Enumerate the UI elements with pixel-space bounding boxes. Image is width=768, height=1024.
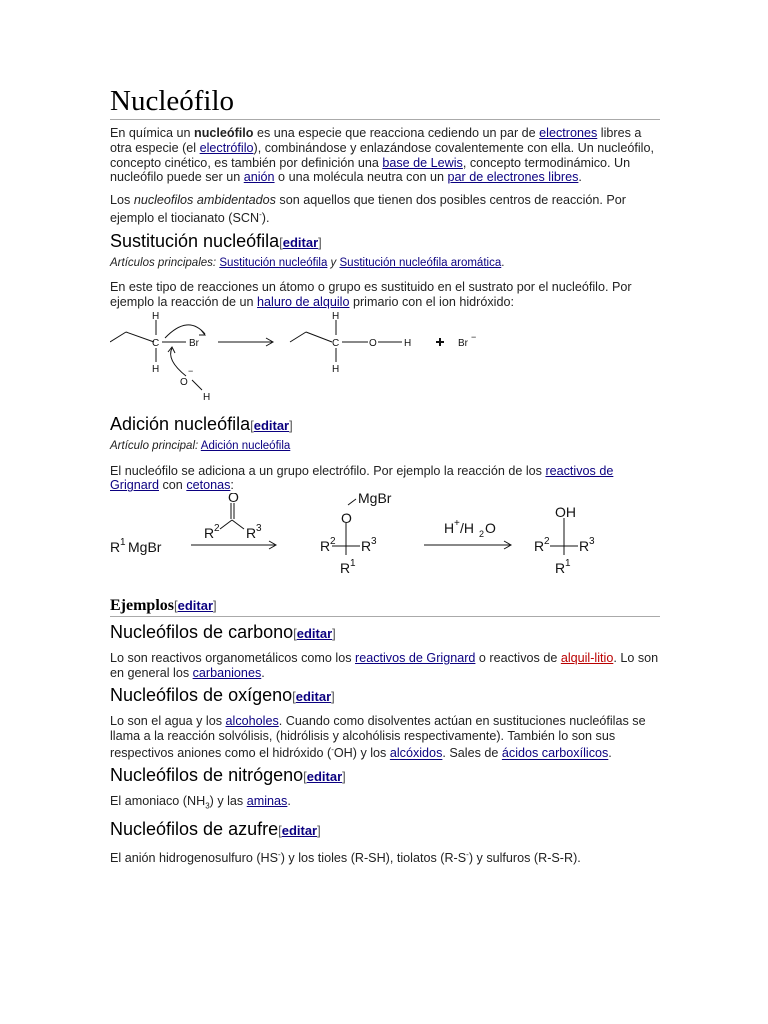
azufre-paragraph	[110, 848, 660, 866]
atom-R: R	[246, 525, 257, 542]
atom-H: H	[152, 310, 160, 322]
edit-link[interactable]: editar	[296, 626, 333, 642]
link-alcoholes[interactable]: alcoholes	[225, 713, 279, 728]
superscript-2: 2	[544, 536, 550, 548]
text: El amoniaco (NH	[110, 794, 206, 809]
edit-section: [editar]	[250, 417, 293, 433]
edit-section: [editar]	[292, 688, 335, 704]
atom-O: O	[369, 337, 377, 349]
text: es una especie que reacciona cediendo un par de	[253, 126, 540, 140]
grignard-reaction-diagram	[110, 493, 660, 588]
oxigeno-paragraph	[110, 714, 660, 762]
atom-H: H	[332, 363, 340, 375]
bold-term: nucleófilo	[194, 126, 254, 140]
atom-R: R	[204, 525, 215, 542]
main-article-note	[110, 439, 660, 453]
text: Los	[110, 193, 134, 208]
text: , concepto termodinámico. Un nucleófilo puede ser un	[110, 155, 631, 185]
grignard-scheme	[110, 493, 610, 583]
text: .	[261, 665, 265, 680]
superscript-2: 2	[214, 523, 220, 535]
section-heading-oxigeno	[110, 684, 660, 708]
text: . Cuando como disolventes actúan en sustituciones nucleófilas se llama a la reacción solvólisis, (hidrólisis y alcohólisis respectivamente). También lo son sus respectivos aniones como el hidróxido (	[110, 713, 646, 761]
section-heading-carbono	[110, 621, 660, 645]
atom-R: R	[579, 538, 590, 555]
heading-text: Nucleófilos de carbono	[110, 622, 294, 643]
link-sustitucion-nucleofila[interactable]: Sustitución nucleófila	[219, 256, 328, 269]
superscript-2: 2	[330, 536, 336, 548]
atom-H: H	[203, 391, 211, 403]
edit-section: [editar]	[278, 822, 321, 838]
intro-paragraph	[110, 126, 660, 185]
heading-text: Nucleófilos de azufre	[110, 818, 279, 839]
superscript: -	[331, 745, 334, 755]
reagent-MgBr: MgBr	[358, 493, 392, 507]
section-heading-sustitucion	[110, 230, 660, 254]
atom-H: H	[152, 363, 160, 375]
text: primario con el ion hidróxido:	[349, 294, 514, 309]
link-haluro-de-alquilo[interactable]: haluro de alquilo	[257, 294, 350, 309]
link-adicion-nucleofila[interactable]: Adición nucleófila	[200, 439, 291, 452]
text: :	[230, 478, 234, 493]
link-electrofilo[interactable]: electrófilo	[199, 140, 254, 155]
text: .	[287, 794, 291, 809]
atom-R: R	[555, 560, 566, 577]
reagent-MgBr: MgBr	[128, 539, 162, 556]
superscript-3: 3	[371, 536, 377, 548]
note-label: Artículo principal:	[110, 439, 199, 452]
water-O: O	[485, 520, 496, 537]
link-par-de-electrones-libres[interactable]: par de electrones libres	[447, 170, 579, 185]
text: Lo son reactivos organometálicos como los	[110, 651, 356, 666]
atom-R: R	[110, 539, 121, 556]
text: En este tipo de reacciones un átomo o grupo es sustituido en el sustrato por el nucleófilo. Por ejemplo la reacción de un	[110, 279, 632, 309]
charge-minus: −	[471, 331, 477, 342]
atom-H: H	[332, 310, 340, 322]
link-sustitucion-nucleofila-aromatica[interactable]: Sustitución nucleófila aromática	[339, 256, 502, 269]
superscript-1: 1	[120, 537, 126, 549]
section-heading-azufre	[110, 818, 660, 842]
superscript: -	[259, 209, 262, 219]
heading-text: Sustitución nucleófila	[110, 230, 280, 251]
atom-C: C	[332, 337, 340, 349]
italic-term: nucleofilos ambidentados	[133, 193, 276, 208]
superscript-3: 3	[589, 536, 595, 548]
text: OH) y los	[333, 746, 390, 761]
text: . Sales de	[442, 746, 502, 761]
adic-paragraph	[110, 464, 660, 494]
text: ) y sulfuros (R-S-R).	[468, 850, 581, 865]
edit-link[interactable]: editar	[306, 769, 343, 785]
text: Lo son el agua y los	[110, 713, 226, 728]
note-conjunction: y	[327, 256, 340, 269]
text: .	[501, 256, 505, 269]
bromide-ion: Br	[458, 337, 468, 349]
text: libres a otra especie (el	[110, 126, 642, 155]
section-heading-ejemplos	[110, 596, 660, 617]
edit-section: [editar]	[303, 769, 346, 785]
text: . Lo son en general los	[110, 651, 659, 680]
atom-Br: Br	[189, 337, 199, 349]
heading-text: Ejemplos	[110, 597, 174, 615]
link-carbaniones[interactable]: carbaniones	[192, 665, 262, 680]
heading-text: Nucleófilos de oxígeno	[110, 684, 293, 705]
link-aminas[interactable]: aminas	[246, 794, 288, 809]
group-OH: OH	[555, 504, 576, 521]
link-base-de-lewis[interactable]: base de Lewis	[382, 155, 463, 170]
charge-plus: +	[454, 518, 460, 530]
heading-text: Nucleófilos de nitrógeno	[110, 765, 304, 786]
atom-R: R	[361, 538, 372, 555]
text: En química un	[110, 126, 195, 140]
atom-O: O	[228, 493, 239, 506]
water-H: /H	[460, 520, 474, 537]
ambident-paragraph	[110, 193, 660, 226]
charge-minus: −	[188, 365, 194, 376]
text: .	[608, 746, 612, 761]
text: o una molécula neutra con un	[274, 170, 448, 185]
atom-H: H	[444, 520, 455, 537]
text: ), combinándose y enlazándose covalentemente con ella. Un nucleófilo, concepto cinético, es también por definición una	[110, 140, 654, 170]
sn2-scheme	[110, 310, 510, 406]
superscript-3: 3	[256, 523, 262, 535]
subscript-2: 2	[479, 529, 485, 540]
text: El anión hidrogenosulfuro (HS	[110, 850, 279, 865]
section-heading-adicion	[110, 413, 660, 437]
edit-link[interactable]: editar	[282, 234, 319, 250]
edit-link[interactable]: editar	[295, 688, 332, 704]
atom-C: C	[152, 337, 160, 349]
link-reactivos-de-grignard[interactable]: reactivos de Grignard	[355, 651, 476, 666]
link-reactivos-de-grignard[interactable]: reactivos de Grignard	[110, 463, 614, 493]
edit-link[interactable]: editar	[281, 822, 318, 838]
superscript: -	[466, 849, 469, 859]
superscript: -	[278, 849, 281, 859]
text: ) y los tioles (R-SH), tiolatos (R-S	[280, 850, 467, 865]
text: son aquellos que tienen dos posibles centros de reacción. Por ejemplo el tiocianato (SCN	[110, 193, 626, 226]
atom-H: H	[404, 337, 412, 349]
main-article-note	[110, 256, 660, 270]
note-label: Artículos principales:	[110, 256, 217, 269]
atom-O: O	[180, 376, 188, 388]
atom-R: R	[534, 538, 545, 555]
text: o reactivos de	[475, 651, 561, 666]
link-electrones[interactable]: electrones	[539, 126, 598, 140]
text: con	[159, 478, 187, 493]
link-cetonas[interactable]: cetonas	[186, 478, 231, 493]
atom-R: R	[320, 538, 331, 555]
text: ) y las	[209, 794, 247, 809]
section-heading-nitrogeno	[110, 764, 660, 788]
sust-paragraph	[110, 280, 660, 310]
carbono-paragraph	[110, 651, 660, 681]
text: .	[578, 170, 582, 185]
link-alquil-litio[interactable]: alquil-litio	[560, 651, 614, 666]
article	[110, 84, 660, 866]
edit-section: [editar]	[279, 234, 322, 250]
edit-link[interactable]: editar	[253, 417, 290, 433]
link-acidos-carboxilicos[interactable]: ácidos carboxílicos	[501, 746, 609, 761]
superscript-1: 1	[565, 558, 571, 570]
atom-O: O	[341, 510, 352, 527]
superscript-1: 1	[350, 558, 356, 570]
edit-section: [editar]	[174, 598, 217, 614]
subscript: 3	[205, 801, 210, 811]
sn2-reaction-diagram	[110, 310, 660, 411]
edit-link[interactable]: editar	[177, 598, 214, 614]
link-anion[interactable]: anión	[243, 170, 275, 185]
nitrogeno-paragraph	[110, 794, 660, 814]
heading-text: Adición nucleófila	[110, 413, 251, 434]
text: ).	[261, 211, 270, 226]
text: El nucleófilo se adiciona a un grupo electrófilo. Por ejemplo la reacción de los	[110, 463, 546, 478]
link-alcoxidos[interactable]: alcóxidos	[389, 746, 443, 761]
page-title: Nucleófilo	[110, 84, 660, 120]
atom-R: R	[340, 560, 351, 577]
edit-section: [editar]	[293, 626, 336, 642]
